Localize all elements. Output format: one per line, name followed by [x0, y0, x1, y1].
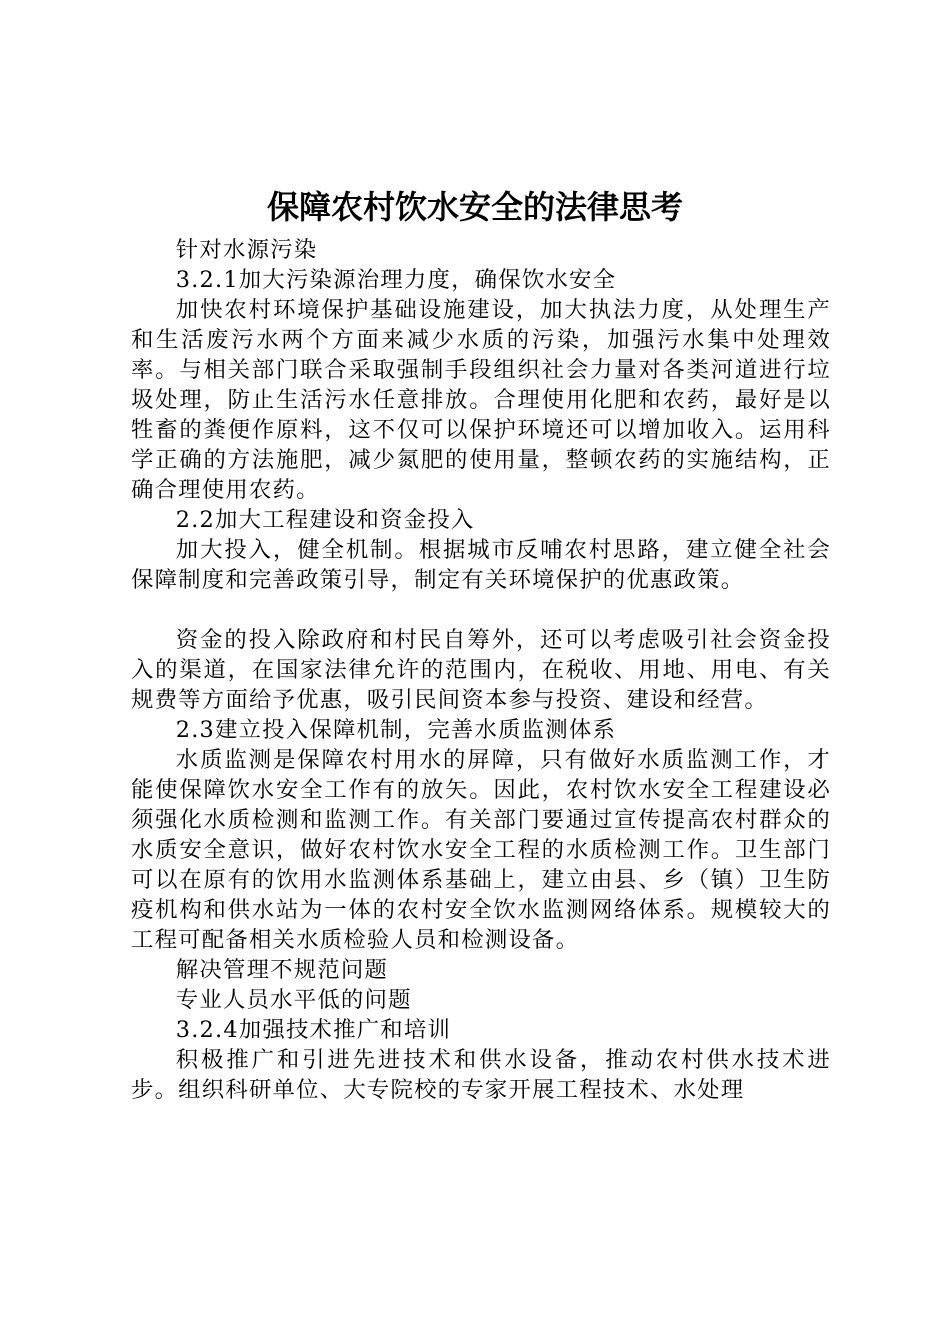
paragraph-water-quality-monitoring: 水质监测是保障农村用水的屏障，只有做好水质监测工作，才能使保障饮水安全工作有的放矢。因此，农村饮水安全工程建设必须强化水质检测和监测工作。有关部门要通过宣传提高农村群众的水质安全意识，做好农村饮水安全工程的水质检测工作。卫生部门可以在原有的饮用水监测体系基础上，建立由县、乡（镇）卫生防疫机构和供水站为一体的农村安全饮水监测网络体系。规模较大的工程可配备相关水质检验人员和检测设备。: [131, 747, 831, 953]
section-heading-2-2: 2.2加大工程建设和资金投入: [175, 507, 475, 533]
paragraph-capital-investment: 资金的投入除政府和村民自筹外，还可以考虑吸引社会资金投入的渠道，在国家法律允许的范围内，在税收、用地、用电、有关规费等方面给予优惠，吸引民间资本参与投资、建设和经营。: [131, 627, 831, 713]
document-title: 保障农村饮水安全的法律思考: [266, 188, 683, 226]
section-heading-3-2-1: 3.2.1加大污染源治理力度，确保饮水安全: [175, 267, 617, 293]
paragraph-investment-mechanism: 加大投入，健全机制。根据城市反哺农村思路，建立健全社会保障制度和完善政策引导，制定有关环境保护的优惠政策。: [131, 537, 831, 593]
section-heading-2-3: 2.3建立投入保障机制，完善水质监测体系: [175, 717, 617, 743]
section-heading-water-pollution: 针对水源污染: [175, 237, 318, 263]
paragraph-environment-protection: 加快农村环境保护基础设施建设，加大执法力度，从处理生产和生活废污水两个方面来减少水质的污染，加强污水集中处理效率。与相关部门联合采取强制手段组织社会力量对各类河道进行垃圾处理，防止生活污水任意排放。合理使用化肥和农药，最好是以牲畜的粪便作原料，这不仅可以保护环境还可以增加收入。运用科学正确的方法施肥，减少氮肥的使用量，整顿农药的实施结构，正确合理使用农药。: [131, 297, 831, 503]
document-body: [131, 235, 831, 1105]
section-heading-management: 解决管理不规范问题: [175, 957, 389, 983]
section-heading-3-2-4: 3.2.4加强技术推广和培训: [175, 1017, 452, 1043]
section-heading-staff-level: 专业人员水平低的问题: [175, 987, 412, 1013]
paragraph-technology-promotion: 积极推广和引进先进技术和供水设备，推动农村供水技术进步。组织科研单位、大专院校的专家开展工程技术、水处理: [131, 1047, 831, 1103]
